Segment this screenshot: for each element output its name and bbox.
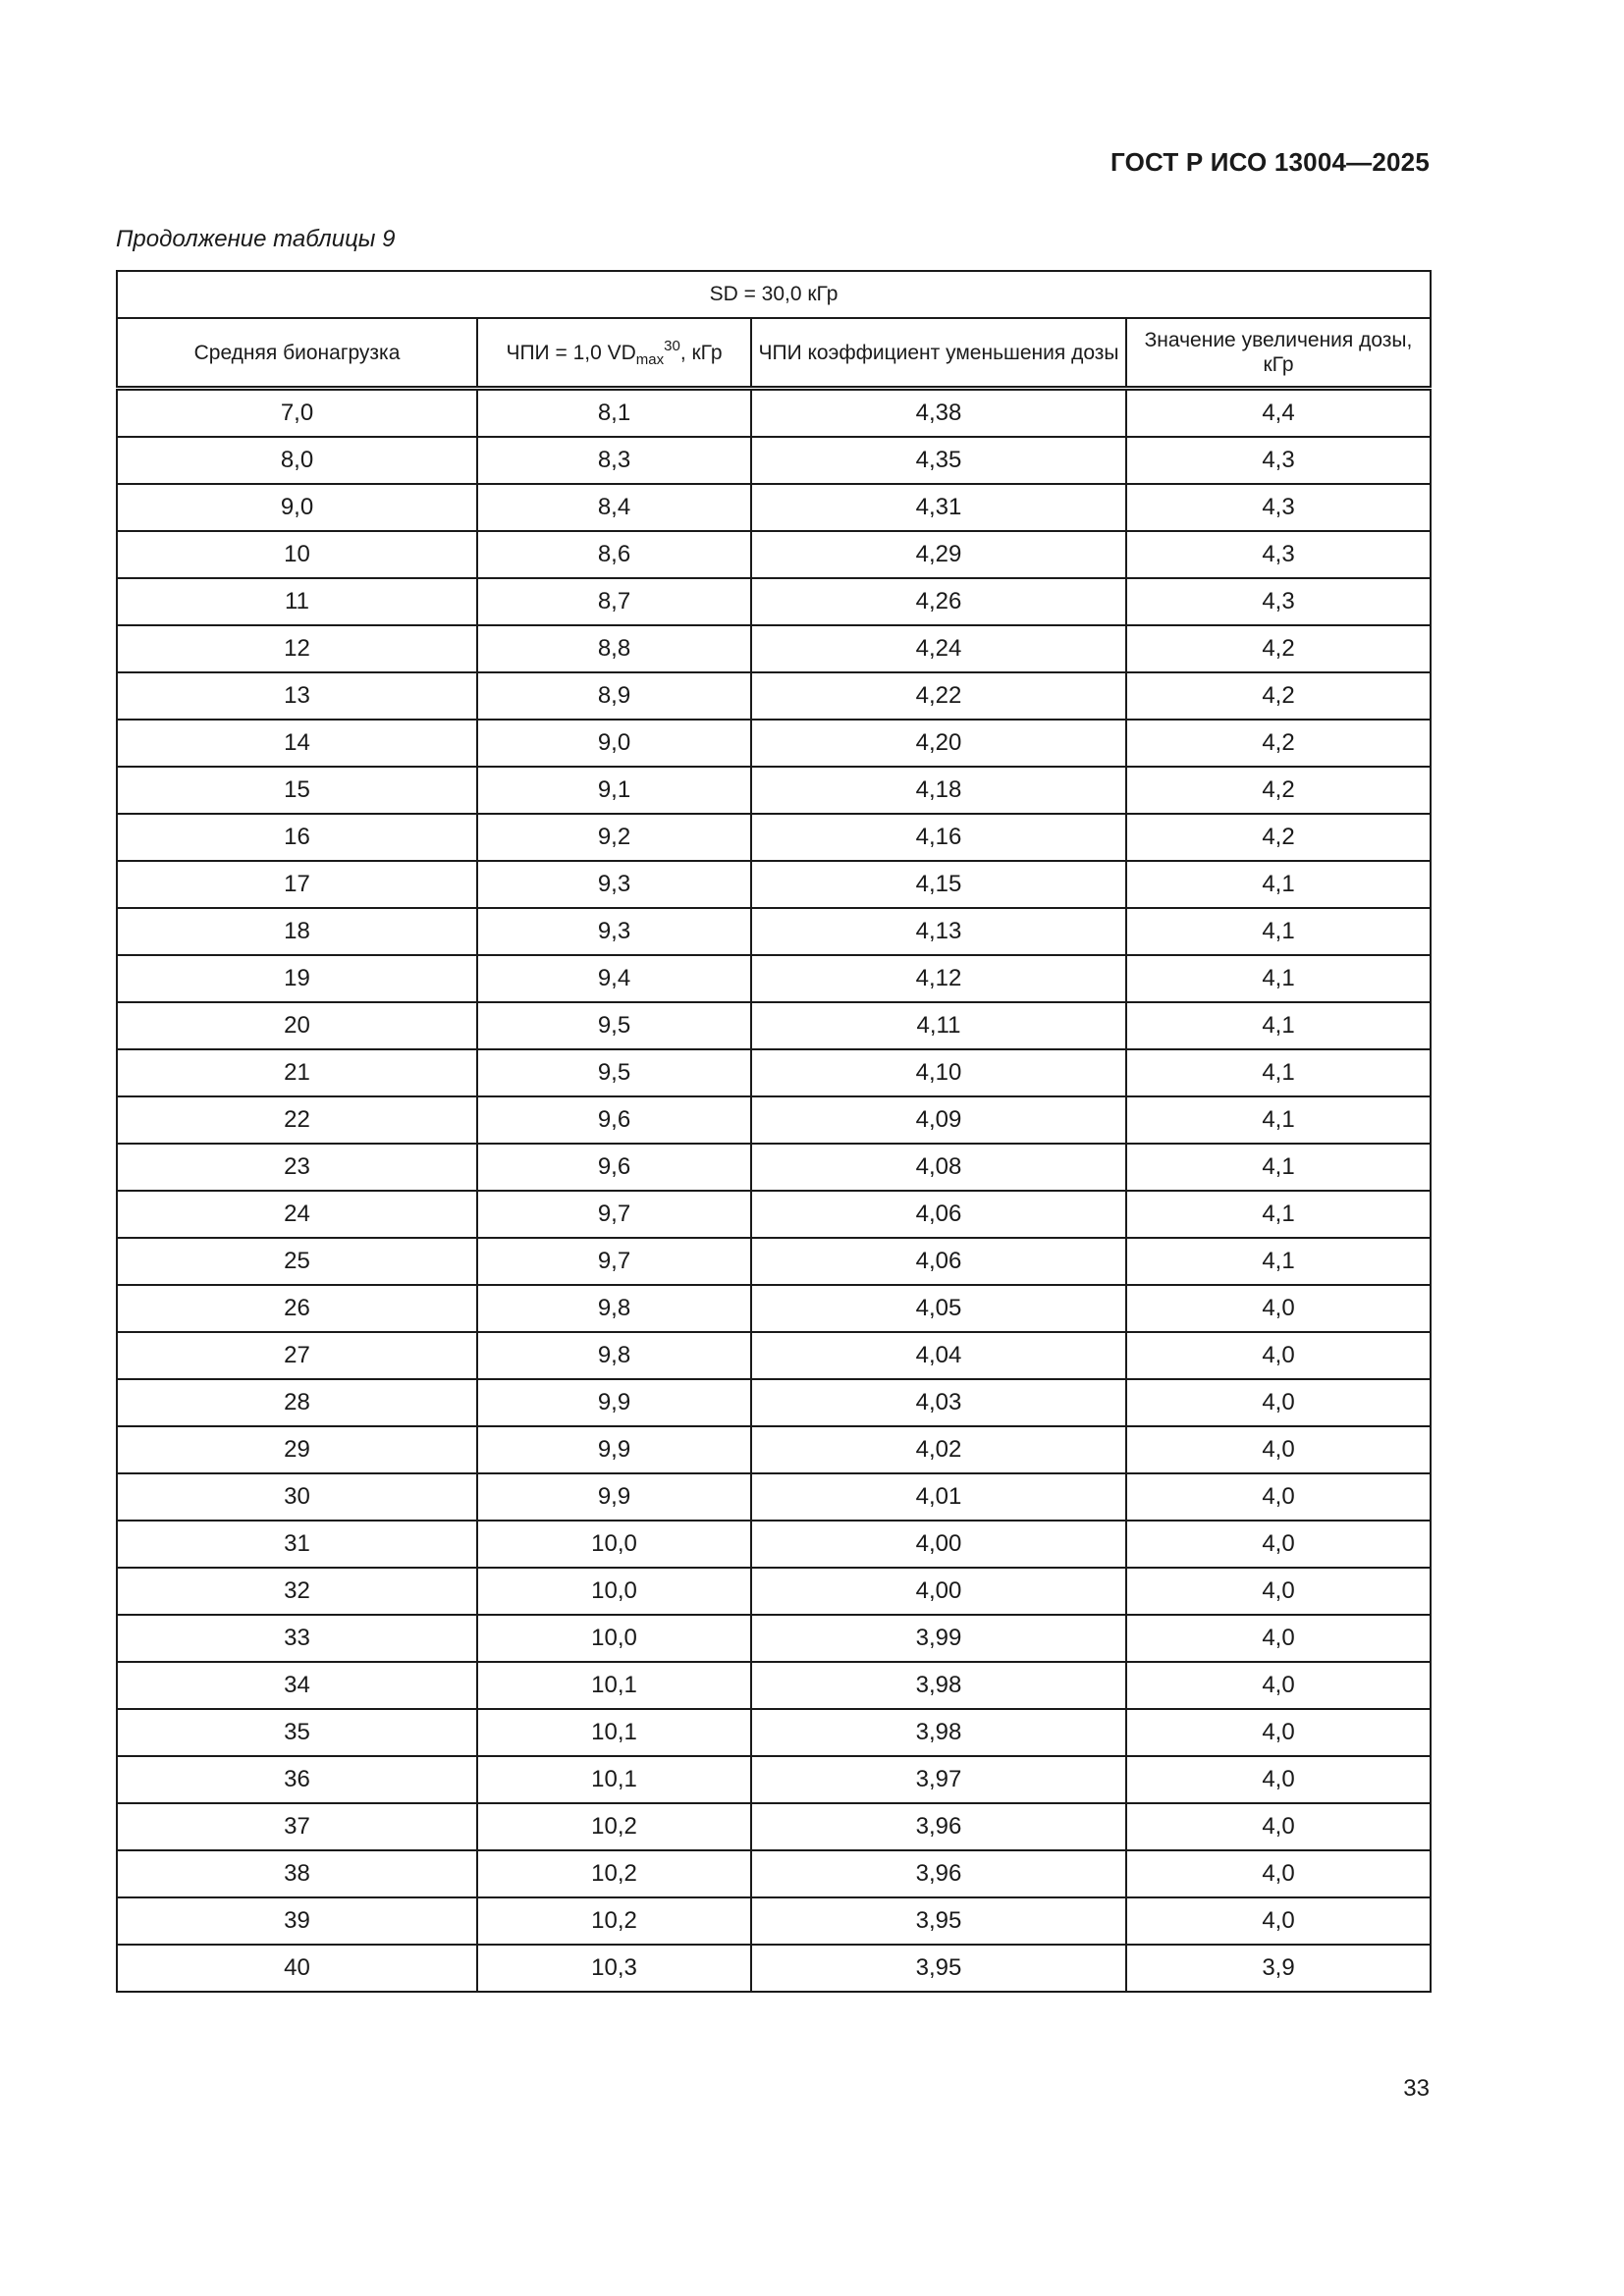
column-header-vdmax-sub: max	[635, 350, 665, 368]
cell-dose-reduction-factor: 3,98	[751, 1662, 1126, 1709]
cell-vdmax: 9,9	[477, 1473, 751, 1521]
cell-dose-increment: 4,1	[1126, 1002, 1431, 1049]
table-row	[117, 484, 1431, 531]
cell-vdmax: 8,7	[477, 578, 751, 625]
cell-vdmax: 9,7	[477, 1191, 751, 1238]
cell-dose-reduction-factor: 3,98	[751, 1709, 1126, 1756]
cell-mean-bioburden: 7,0	[117, 389, 477, 438]
cell-dose-reduction-factor: 4,05	[751, 1285, 1126, 1332]
cell-dose-reduction-factor: 4,00	[751, 1568, 1126, 1615]
cell-dose-increment: 4,3	[1126, 484, 1431, 531]
cell-mean-bioburden: 11	[117, 578, 477, 625]
cell-dose-increment: 4,2	[1126, 767, 1431, 814]
cell-dose-reduction-factor: 4,01	[751, 1473, 1126, 1521]
cell-mean-bioburden: 15	[117, 767, 477, 814]
cell-dose-increment: 4,1	[1126, 1238, 1431, 1285]
table-row	[117, 1379, 1431, 1426]
column-header-vdmax-sup: 30	[664, 337, 680, 354]
cell-mean-bioburden: 30	[117, 1473, 477, 1521]
cell-vdmax: 10,1	[477, 1709, 751, 1756]
cell-vdmax: 9,2	[477, 814, 751, 861]
cell-mean-bioburden: 32	[117, 1568, 477, 1615]
cell-dose-increment: 4,0	[1126, 1897, 1431, 1945]
cell-dose-reduction-factor: 4,08	[751, 1144, 1126, 1191]
table-row	[117, 1049, 1431, 1096]
cell-dose-increment: 4,0	[1126, 1285, 1431, 1332]
cell-dose-reduction-factor: 4,11	[751, 1002, 1126, 1049]
cell-mean-bioburden: 14	[117, 720, 477, 767]
cell-vdmax: 10,2	[477, 1850, 751, 1897]
table-row	[117, 672, 1431, 720]
cell-mean-bioburden: 18	[117, 908, 477, 955]
table-row	[117, 389, 1431, 438]
table-row	[117, 1850, 1431, 1897]
table-row	[117, 720, 1431, 767]
cell-dose-reduction-factor: 4,20	[751, 720, 1126, 767]
cell-mean-bioburden: 20	[117, 1002, 477, 1049]
cell-mean-bioburden: 33	[117, 1615, 477, 1662]
cell-dose-reduction-factor: 4,35	[751, 437, 1126, 484]
table-row	[117, 1568, 1431, 1615]
cell-mean-bioburden: 19	[117, 955, 477, 1002]
cell-dose-increment: 4,0	[1126, 1379, 1431, 1426]
table-row	[117, 1473, 1431, 1521]
cell-vdmax: 8,3	[477, 437, 751, 484]
cell-dose-reduction-factor: 4,22	[751, 672, 1126, 720]
table-row	[117, 1285, 1431, 1332]
table-caption: Продолжение таблицы 9	[116, 226, 396, 252]
cell-dose-reduction-factor: 4,06	[751, 1191, 1126, 1238]
cell-mean-bioburden: 16	[117, 814, 477, 861]
cell-dose-reduction-factor: 4,04	[751, 1332, 1126, 1379]
cell-dose-increment: 4,2	[1126, 720, 1431, 767]
cell-dose-increment: 4,1	[1126, 908, 1431, 955]
cell-dose-increment: 4,0	[1126, 1426, 1431, 1473]
cell-vdmax: 9,3	[477, 908, 751, 955]
table-row	[117, 1615, 1431, 1662]
cell-dose-increment: 4,0	[1126, 1756, 1431, 1803]
cell-vdmax: 9,5	[477, 1002, 751, 1049]
cell-vdmax: 9,8	[477, 1332, 751, 1379]
cell-dose-increment: 4,0	[1126, 1568, 1431, 1615]
cell-mean-bioburden: 40	[117, 1945, 477, 1992]
table-body	[117, 389, 1431, 1993]
cell-mean-bioburden: 28	[117, 1379, 477, 1426]
table-title: SD = 30,0 кГр	[117, 271, 1431, 318]
cell-dose-reduction-factor: 3,97	[751, 1756, 1126, 1803]
cell-dose-reduction-factor: 3,96	[751, 1803, 1126, 1850]
cell-dose-increment: 4,2	[1126, 814, 1431, 861]
page-number: 33	[1403, 2075, 1430, 2102]
cell-dose-increment: 4,1	[1126, 861, 1431, 908]
cell-vdmax: 10,1	[477, 1756, 751, 1803]
cell-dose-increment: 4,0	[1126, 1473, 1431, 1521]
cell-dose-increment: 4,4	[1126, 389, 1431, 438]
table-row	[117, 1238, 1431, 1285]
cell-mean-bioburden: 34	[117, 1662, 477, 1709]
column-header-mean-bioburden: Средняя бионагрузка	[117, 318, 477, 389]
cell-dose-reduction-factor: 4,06	[751, 1238, 1126, 1285]
table-row	[117, 1756, 1431, 1803]
cell-dose-reduction-factor: 4,29	[751, 531, 1126, 578]
cell-vdmax: 9,8	[477, 1285, 751, 1332]
cell-mean-bioburden: 12	[117, 625, 477, 672]
table-row	[117, 908, 1431, 955]
cell-dose-increment: 4,0	[1126, 1709, 1431, 1756]
cell-mean-bioburden: 8,0	[117, 437, 477, 484]
cell-dose-increment: 4,2	[1126, 672, 1431, 720]
cell-vdmax: 8,9	[477, 672, 751, 720]
cell-dose-increment: 4,0	[1126, 1332, 1431, 1379]
column-header-vdmax-suffix: , кГр	[679, 341, 723, 364]
cell-mean-bioburden: 9,0	[117, 484, 477, 531]
table-row	[117, 625, 1431, 672]
cell-dose-increment: 3,9	[1126, 1945, 1431, 1992]
cell-vdmax: 9,4	[477, 955, 751, 1002]
cell-dose-increment: 4,0	[1126, 1521, 1431, 1568]
cell-mean-bioburden: 23	[117, 1144, 477, 1191]
cell-vdmax: 8,1	[477, 389, 751, 438]
cell-dose-increment: 4,1	[1126, 1096, 1431, 1144]
cell-dose-reduction-factor: 4,02	[751, 1426, 1126, 1473]
cell-vdmax: 9,3	[477, 861, 751, 908]
cell-vdmax: 9,6	[477, 1096, 751, 1144]
cell-dose-reduction-factor: 4,09	[751, 1096, 1126, 1144]
table-row	[117, 1803, 1431, 1850]
cell-dose-reduction-factor: 4,26	[751, 578, 1126, 625]
cell-dose-increment: 4,0	[1126, 1615, 1431, 1662]
cell-mean-bioburden: 17	[117, 861, 477, 908]
cell-dose-increment: 4,3	[1126, 437, 1431, 484]
cell-dose-reduction-factor: 4,10	[751, 1049, 1126, 1096]
table-row	[117, 1191, 1431, 1238]
cell-mean-bioburden: 26	[117, 1285, 477, 1332]
cell-dose-reduction-factor: 3,95	[751, 1945, 1126, 1992]
cell-mean-bioburden: 10	[117, 531, 477, 578]
cell-mean-bioburden: 13	[117, 672, 477, 720]
cell-vdmax: 9,6	[477, 1144, 751, 1191]
cell-mean-bioburden: 24	[117, 1191, 477, 1238]
cell-dose-increment: 4,1	[1126, 1049, 1431, 1096]
cell-dose-reduction-factor: 4,38	[751, 389, 1126, 438]
cell-dose-increment: 4,0	[1126, 1803, 1431, 1850]
cell-mean-bioburden: 36	[117, 1756, 477, 1803]
cell-vdmax: 9,5	[477, 1049, 751, 1096]
cell-mean-bioburden: 22	[117, 1096, 477, 1144]
table-row	[117, 531, 1431, 578]
cell-vdmax: 9,0	[477, 720, 751, 767]
cell-dose-reduction-factor: 4,18	[751, 767, 1126, 814]
cell-vdmax: 8,6	[477, 531, 751, 578]
cell-dose-reduction-factor: 3,95	[751, 1897, 1126, 1945]
cell-dose-increment: 4,3	[1126, 578, 1431, 625]
table-row	[117, 1332, 1431, 1379]
cell-dose-increment: 4,1	[1126, 955, 1431, 1002]
cell-vdmax: 10,2	[477, 1897, 751, 1945]
table-row	[117, 955, 1431, 1002]
cell-dose-reduction-factor: 4,03	[751, 1379, 1126, 1426]
cell-mean-bioburden: 39	[117, 1897, 477, 1945]
document-id-header: ГОСТ Р ИСО 13004—2025	[1110, 147, 1430, 177]
cell-dose-increment: 4,0	[1126, 1850, 1431, 1897]
cell-mean-bioburden: 27	[117, 1332, 477, 1379]
table-row	[117, 1709, 1431, 1756]
cell-mean-bioburden: 21	[117, 1049, 477, 1096]
cell-dose-increment: 4,2	[1126, 625, 1431, 672]
table-row	[117, 767, 1431, 814]
cell-vdmax: 10,0	[477, 1568, 751, 1615]
table-row	[117, 1662, 1431, 1709]
table-row	[117, 1945, 1431, 1992]
column-header-dose-reduction-factor: ЧПИ коэффициент уменьшения дозы	[751, 318, 1126, 389]
cell-dose-reduction-factor: 3,99	[751, 1615, 1126, 1662]
cell-vdmax: 9,7	[477, 1238, 751, 1285]
cell-mean-bioburden: 29	[117, 1426, 477, 1473]
cell-vdmax: 10,1	[477, 1662, 751, 1709]
column-header-vdmax	[477, 318, 751, 389]
cell-dose-reduction-factor: 4,12	[751, 955, 1126, 1002]
cell-vdmax: 9,9	[477, 1379, 751, 1426]
cell-mean-bioburden: 38	[117, 1850, 477, 1897]
cell-dose-reduction-factor: 4,24	[751, 625, 1126, 672]
cell-vdmax: 10,0	[477, 1615, 751, 1662]
table-row	[117, 1096, 1431, 1144]
cell-vdmax: 9,1	[477, 767, 751, 814]
column-header-vdmax-prefix: ЧПИ = 1,0 VD	[506, 341, 636, 364]
table-row	[117, 814, 1431, 861]
cell-dose-increment: 4,3	[1126, 531, 1431, 578]
cell-dose-reduction-factor: 4,31	[751, 484, 1126, 531]
column-header-dose-increment: Значение увеличения дозы, кГр	[1126, 318, 1431, 389]
cell-dose-increment: 4,1	[1126, 1191, 1431, 1238]
table-row	[117, 1002, 1431, 1049]
table-row	[117, 1426, 1431, 1473]
cell-mean-bioburden: 37	[117, 1803, 477, 1850]
cell-vdmax: 8,4	[477, 484, 751, 531]
table-row	[117, 1144, 1431, 1191]
data-table	[116, 270, 1432, 1993]
cell-vdmax: 10,2	[477, 1803, 751, 1850]
table-row	[117, 578, 1431, 625]
cell-mean-bioburden: 35	[117, 1709, 477, 1756]
cell-vdmax: 10,3	[477, 1945, 751, 1992]
cell-vdmax: 9,9	[477, 1426, 751, 1473]
table-row	[117, 437, 1431, 484]
cell-vdmax: 10,0	[477, 1521, 751, 1568]
cell-dose-reduction-factor: 4,13	[751, 908, 1126, 955]
cell-dose-reduction-factor: 4,00	[751, 1521, 1126, 1568]
cell-dose-reduction-factor: 4,15	[751, 861, 1126, 908]
cell-mean-bioburden: 31	[117, 1521, 477, 1568]
cell-dose-reduction-factor: 4,16	[751, 814, 1126, 861]
cell-dose-increment: 4,1	[1126, 1144, 1431, 1191]
table-row	[117, 1897, 1431, 1945]
table-row	[117, 861, 1431, 908]
cell-dose-reduction-factor: 3,96	[751, 1850, 1126, 1897]
cell-mean-bioburden: 25	[117, 1238, 477, 1285]
cell-vdmax: 8,8	[477, 625, 751, 672]
cell-dose-increment: 4,0	[1126, 1662, 1431, 1709]
table-row	[117, 1521, 1431, 1568]
